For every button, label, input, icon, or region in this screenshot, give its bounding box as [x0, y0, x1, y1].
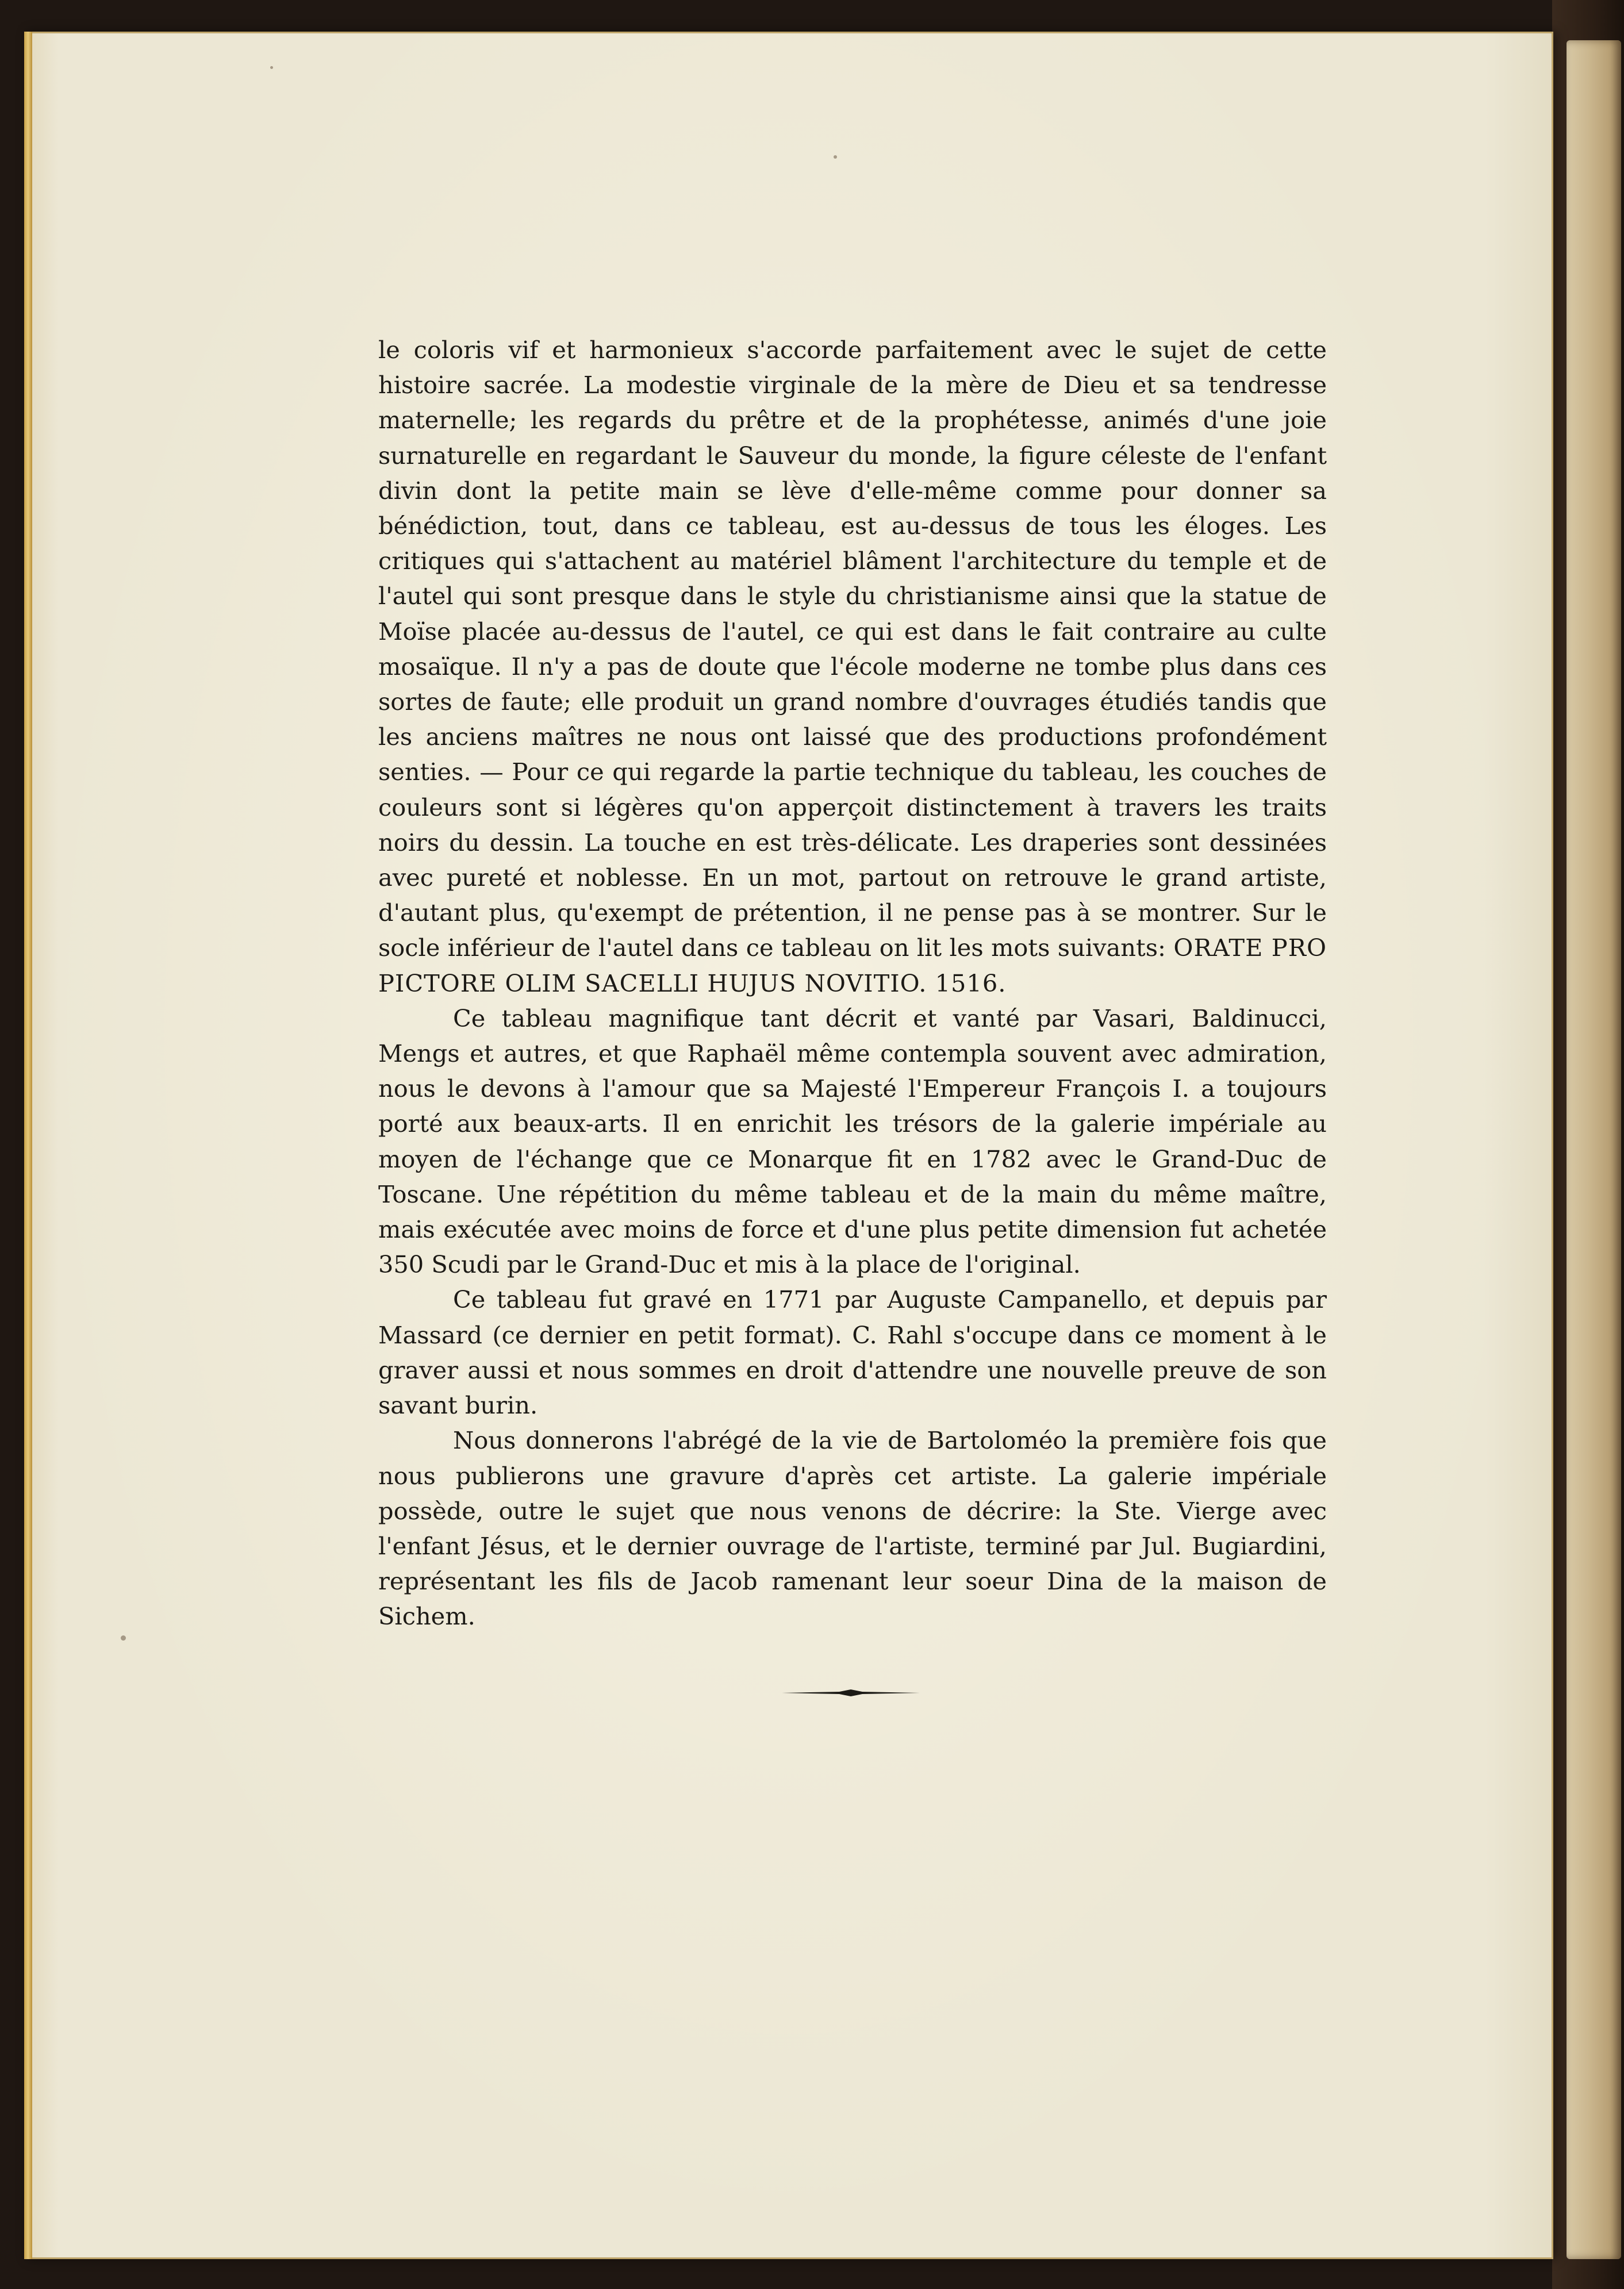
paper-speck	[834, 155, 837, 159]
paragraph-2: Ce tableau magnifique tant décrit et vanté par Vasari, Baldinucci, Mengs et autres, et que Raphaël même contempla souvent avec admiration, nous le devons à l'amour que sa Majesté l'Empereur François I. a toujours porté aux beaux-arts. Il en enrichit les trésors de la galerie impériale au moyen de l'échange que ce Monarque fit en 1782 avec le Grand-Duc de Toscane. Une répétition du même tableau et de la main du même maître, mais exécutée avec moins de force et d'une plus petite dimension fut achetée 350 Scudi par le Grand-Duc et mis à la place de l'original.	[378, 1004, 1327, 1279]
gilt-page-edge	[24, 32, 32, 2259]
paragraph-3: Ce tableau fut gravé en 1771 par Auguste Campanello, et depuis par Massard (ce dernier en petit format). C. Rahl s'occupe dans ce moment à le graver aussi et nous sommes en droit d'attendre une nouvelle preuve de son savant burin.	[378, 1285, 1327, 1420]
paragraph-1-text: le coloris vif et harmonieux s'accorde parfaitement avec le sujet de cette histoire sacrée. La modestie virginale de la mère de Dieu et sa tendresse maternelle; les regards du prêtre et de la prophétesse, animés d'une joie surnaturelle en regardant le Sauveur du monde, la figure céleste de l'enfant divin dont la petite main se lève d'elle-même comme pour donner sa bénédiction, tout, dans ce tableau, est au-dessus de tous les éloges. Les critiques qui s'attachent au matériel blâment l'architecture du temple et de l'autel qui sont presque dans le style du christianisme ainsi que la statue de Moïse placée au-dessus de l'autel, ce qui est dans le fait contraire au culte mosaïque. Il n'y a pas de doute que l'école moderne ne tombe plus dans ces sortes de faute; elle produit un grand nombre d'ouvrages étudiés tandis que les anciens maîtres ne nous ont laissé que des productions profondément senties. — Pour ce qui regarde la partie technique du tableau, les couches de couleurs sont si légères qu'on apperçoit distinctement à travers les traits noirs du dessin. La touche en est très-délicate. Les draperies sont dessinées avec pureté et noblesse. En un mot, partout on retrouve le grand artiste, d'autant plus, qu'exempt de prétention, il ne pense pas à se montrer. Sur le socle inférieur de l'autel dans ce tableau on lit les mots suivants:	[378, 336, 1327, 962]
altar-inscription: ORATE PRO PICTORE OLIM SACELLI HUJUS NOVITIO. 1516.	[378, 934, 1327, 997]
paper-speck	[121, 1635, 126, 1641]
paragraph-1	[378, 332, 1327, 1001]
body-text	[378, 332, 1327, 1634]
end-ornament	[782, 1689, 920, 1697]
paragraph-4: Nous donnerons l'abrégé de la vie de Bartoloméo la première fois que nous publierons une gravure d'après cet artiste. La galerie impériale possède, outre le sujet que nous venons de décrire: la Ste. Vierge avec l'enfant Jésus, et le dernier ouvrage de l'artiste, terminé par Jul. Bugiardini, représentant les fils de Jacob ramenant leur soeur Dina de la maison de Sichem.	[378, 1426, 1327, 1631]
paper-speck	[270, 66, 273, 69]
facing-page-edge	[1567, 40, 1621, 2259]
